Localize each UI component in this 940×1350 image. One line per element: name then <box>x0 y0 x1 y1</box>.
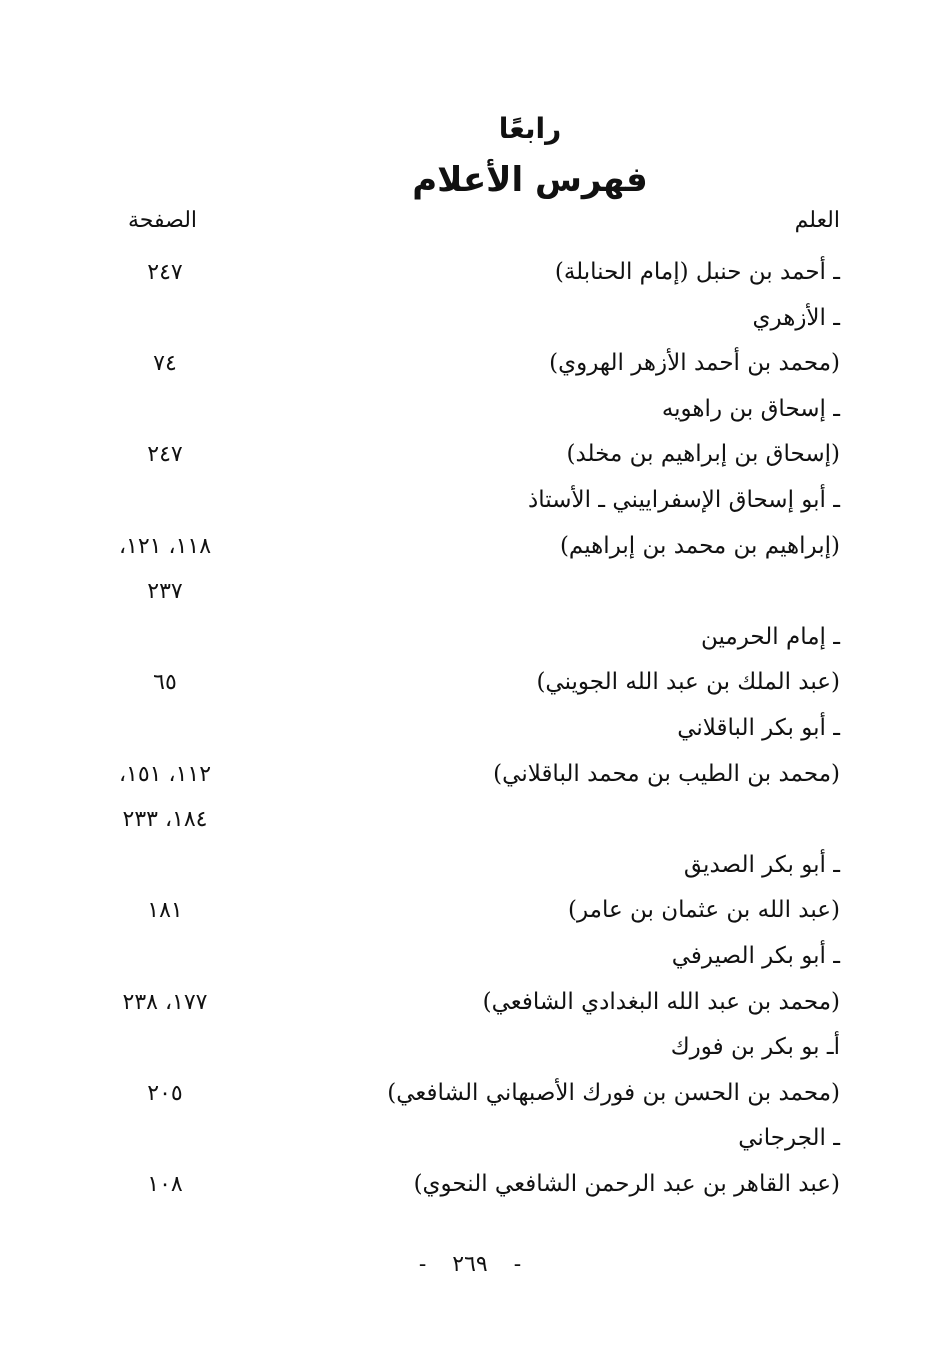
entry-name: أـ بو بكر بن فورك <box>670 1034 840 1061</box>
entry-name: (عبد القاهر بن عبد الرحمن الشافعي النحوي) <box>413 1170 840 1197</box>
entry-page: ١٨١ <box>147 898 183 924</box>
index-row <box>0 934 940 980</box>
section-label: رابعًا <box>498 112 562 145</box>
entry-name: (محمد بن أحمد الأزهر الهروي) <box>549 350 840 377</box>
index-row <box>0 250 940 296</box>
index-row <box>0 1116 940 1162</box>
index-row <box>0 888 940 934</box>
entry-page: ١٠٨ <box>147 1171 183 1197</box>
index-row <box>0 432 940 478</box>
index-row <box>0 797 940 843</box>
index-row <box>0 1071 940 1117</box>
footer-dash-left: - <box>418 1252 427 1277</box>
entry-name: ـ إسحاق بن راهويه <box>661 395 840 422</box>
entry-page: ٦٥ <box>153 670 177 696</box>
entry-page: ١١٢، ١٥١، <box>118 761 212 787</box>
index-row <box>0 296 940 342</box>
page-column-header: الصفحة <box>128 208 198 233</box>
entry-name: ـ أبو إسحاق الإسفراييني ـ الأستاذ <box>528 486 840 513</box>
index-row <box>0 706 940 752</box>
entry-name: (إبراهيم بن محمد بن إبراهيم) <box>559 532 840 559</box>
entry-name: ـ أحمد بن حنبل (إمام الحنابلة) <box>554 259 840 285</box>
entry-name: ـ أبو بكر الصديق <box>683 851 840 878</box>
name-column-header: العلم <box>794 208 840 233</box>
index-list <box>0 250 940 1207</box>
entry-name: (محمد بن الطيب بن محمد الباقلاني) <box>493 760 840 787</box>
entry-name: ـ الأزهري <box>752 304 840 331</box>
index-row <box>0 341 940 387</box>
entry-name: (عبد الملك بن عبد الله الجويني) <box>536 669 840 696</box>
entry-page: ٢٣٧ <box>147 579 183 605</box>
entry-name: ـ إمام الحرمين <box>700 623 840 650</box>
entry-name: ـ أبو بكر الصيرفي <box>671 942 840 969</box>
index-row <box>0 615 940 661</box>
entry-page: ١١٨، ١٢١، <box>118 533 212 559</box>
page-number: ٢٦٩ <box>452 1252 488 1277</box>
index-row <box>0 569 940 615</box>
entry-page: ٢٤٧ <box>147 442 183 468</box>
footer-dash-right: - <box>513 1252 522 1277</box>
page-footer <box>0 1252 940 1277</box>
index-row <box>0 752 940 798</box>
entry-page: ١٨٤، ٢٣٣ <box>122 807 208 833</box>
entry-page: ٧٤ <box>153 351 177 377</box>
page-title: فهرس الأعلام <box>412 160 648 200</box>
index-row <box>0 980 940 1026</box>
index-row <box>0 660 940 706</box>
index-row <box>0 843 940 889</box>
entry-name: (محمد بن الحسن بن فورك الأصبهاني الشافعي) <box>387 1079 840 1106</box>
index-row <box>0 387 940 433</box>
entry-page: ١٧٧، ٢٣٨ <box>122 989 208 1015</box>
entry-name: ـ الجرجاني <box>738 1125 840 1152</box>
entry-name: (محمد بن عبد الله البغدادي الشافعي) <box>482 988 840 1015</box>
index-row <box>0 478 940 524</box>
index-row <box>0 1162 940 1208</box>
entry-name: (عبد الله بن عثمان بن عامر) <box>567 897 840 924</box>
entry-name: (إسحاق بن إبراهيم بن مخلد) <box>566 441 840 468</box>
entry-page: ٢٠٥ <box>147 1080 183 1106</box>
entry-page: ٢٤٧ <box>147 260 183 285</box>
entry-name: ـ أبو بكر الباقلاني <box>677 714 840 741</box>
index-row <box>0 524 940 570</box>
index-row <box>0 1025 940 1071</box>
